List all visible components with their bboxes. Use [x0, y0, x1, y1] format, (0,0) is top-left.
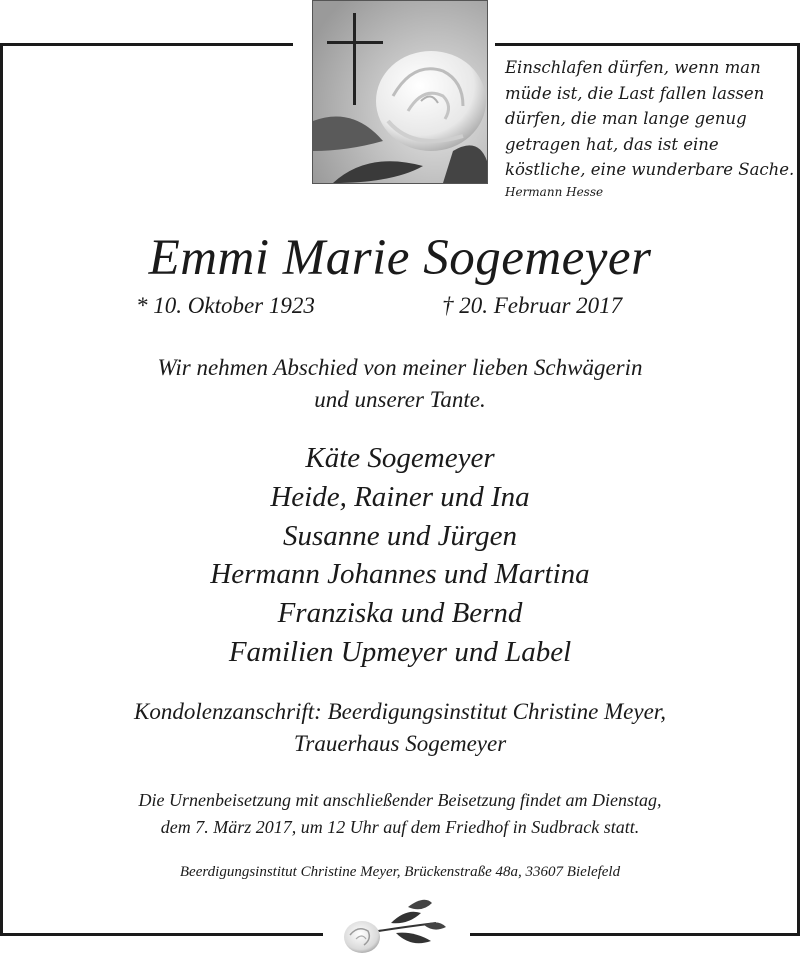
hesse-quote [505, 55, 795, 201]
rose-icon [336, 893, 456, 961]
quote-line: köstliche, eine wunderbare Sache. [505, 160, 795, 179]
farewell-line: Wir nehmen Abschied von meiner lieben Schwägerin [157, 355, 643, 380]
birth-date: * 10. Oktober 1923 [136, 293, 315, 318]
quote-line: müde ist, die Last fallen lassen [505, 83, 765, 103]
condolence-line: Kondolenzanschrift: Beerdigungsinstitut Christine Meyer, [134, 699, 666, 724]
undertaker-address: Beerdigungsinstitut Christine Meyer, Brückenstraße 48a, 33607 Bielefeld [179, 864, 621, 880]
cross-rose-photo [312, 0, 488, 184]
cross-icon [313, 1, 487, 183]
mourners-list [0, 439, 800, 672]
life-dates [0, 291, 800, 321]
condolence-address [0, 696, 800, 760]
quote-line: getragen hat, das ist eine [505, 134, 719, 154]
burial-line: dem 7. März 2017, um 12 Uhr auf dem Friedhof in Sudbrack statt. [160, 817, 640, 837]
farewell-text [0, 352, 800, 416]
frame-bottom-left-line [0, 933, 323, 936]
burial-line: Die Urnenbeisetzung mit anschließender Beisetzung findet am Dienstag, [138, 790, 662, 810]
mourner-entry: Franziska und Bernd [277, 597, 523, 630]
frame-top-left-line [0, 43, 293, 46]
mourner-entry: Familien Upmeyer und Label [228, 635, 572, 668]
burial-notice [0, 787, 800, 841]
mourner-entry: Susanne und Jürgen [282, 519, 518, 552]
frame-bottom-right-line [470, 933, 800, 936]
death-date: † 20. Februar 2017 [442, 293, 623, 318]
condolence-line: Trauerhaus Sogemeyer [293, 731, 507, 756]
frame-top-right-line [495, 43, 800, 46]
quote-line: dürfen, die man lange genug [505, 109, 747, 128]
farewell-line: und unserer Tante. [314, 387, 486, 412]
mourner-entry: Heide, Rainer und Ina [270, 480, 530, 513]
mourner-entry: Hermann Johannes und Martina [210, 558, 590, 591]
quote-line: Einschlafen dürfen, wenn man [505, 58, 761, 77]
deceased-name: Emmi Marie Sogemeyer [148, 230, 652, 286]
quote-author: Hermann Hesse [505, 184, 604, 199]
mourner-entry: Käte Sogemeyer [305, 442, 495, 474]
